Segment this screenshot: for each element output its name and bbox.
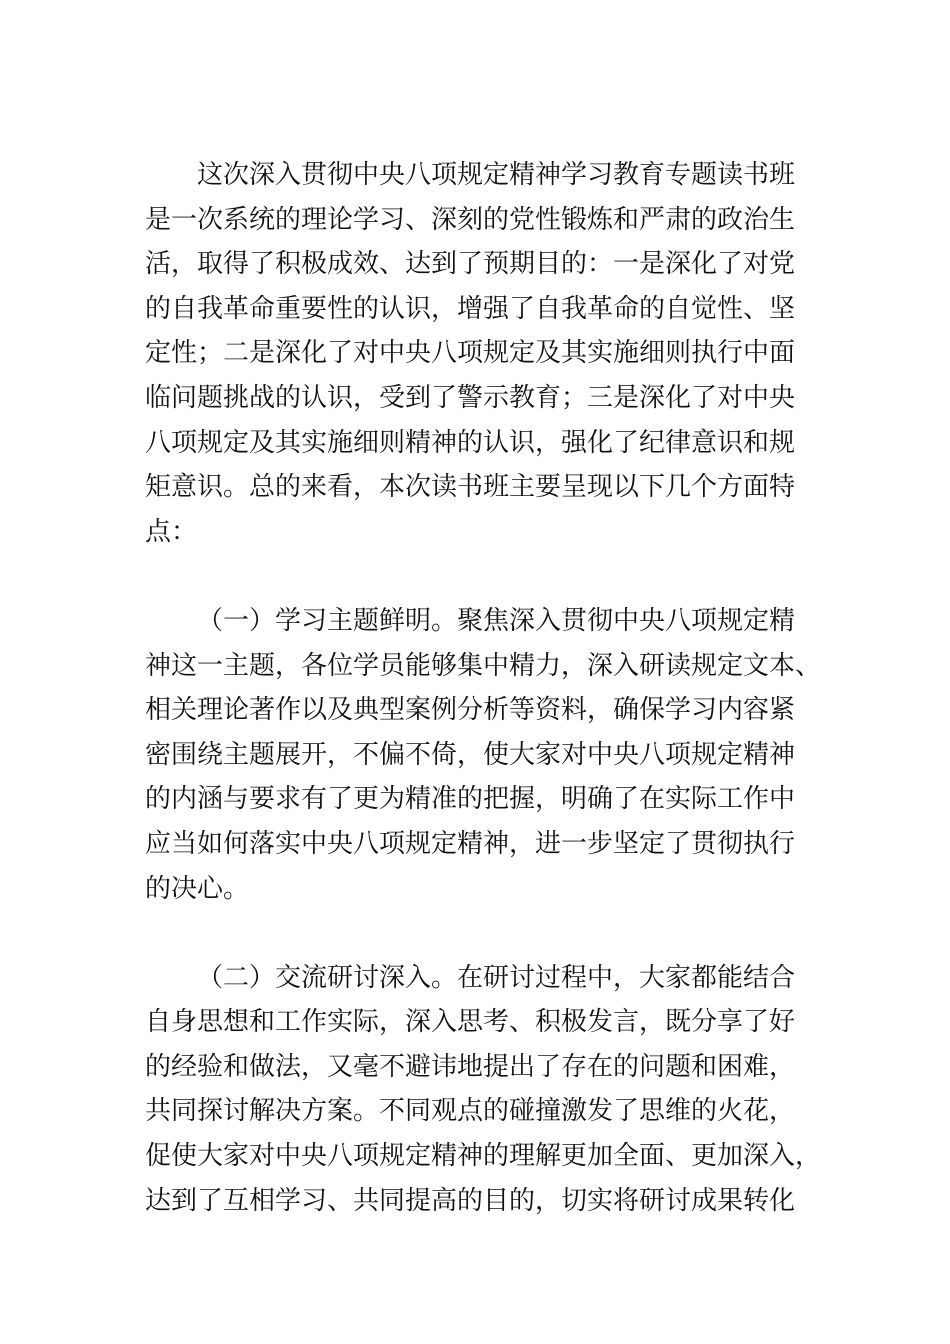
- text-line: 相关理论著作以及典型案例分析等资料，确保学习内容紧: [145, 695, 796, 726]
- text-line: 的自我革命重要性的认识，增强了自我革命的自觉性、坚: [145, 293, 796, 324]
- paragraph-gap: [145, 554, 805, 599]
- text-line: 共同探讨解决方案。不同观点的碰撞激发了思维的火花，: [145, 1096, 796, 1127]
- text-line: 达到了互相学习、共同提高的目的，切实将研讨成果转化: [145, 1185, 796, 1216]
- text-line: （二）交流研讨深入。在研讨过程中，大家都能结合: [197, 962, 796, 993]
- text-line: 这次深入贯彻中央八项规定精神学习教育专题读书班: [197, 160, 796, 190]
- text-line: 矩意识。总的来看，本次读书班主要呈现以下几个方面特: [145, 472, 796, 503]
- text-line: 活，取得了积极成效、达到了预期目的：一是深化了对党: [145, 249, 796, 280]
- text-line: 自身思想和工作实际，深入思考、积极发言，既分享了好: [145, 1007, 796, 1038]
- paragraph-intro: [145, 153, 805, 554]
- text-line: 的决心。: [145, 873, 250, 904]
- text-line: 八项规定及其实施细则精神的认识，强化了纪律意识和规: [145, 427, 796, 458]
- paragraph-section-one: [145, 599, 822, 911]
- text-line: 促使大家对中央八项规定精神的理解更加全面、更加深入，: [145, 1141, 822, 1172]
- text-line: 的内涵与要求有了更为精准的把握，明确了在实际工作中: [145, 784, 796, 815]
- text-line: 神这一主题，各位学员能够集中精力，深入研读规定文本、: [145, 650, 822, 681]
- paragraph-section-two: [145, 956, 822, 1224]
- text-line: 的经验和做法，又毫不避讳地提出了存在的问题和困难，: [145, 1051, 796, 1082]
- text-line: 定性；二是深化了对中央八项规定及其实施细则执行中面: [145, 338, 796, 369]
- document-body: [145, 153, 822, 1223]
- text-line: 是一次系统的理论学习、深刻的党性锻炼和严肃的政治生: [145, 204, 796, 235]
- text-line: 点：: [145, 516, 198, 547]
- text-line: 临问题挑战的认识，受到了警示教育；三是深化了对中央: [145, 382, 796, 413]
- text-line: （一）学习主题鲜明。聚焦深入贯彻中央八项规定精: [197, 605, 796, 636]
- text-line: 密围绕主题展开，不偏不倚，使大家对中央八项规定精神: [145, 739, 796, 770]
- paragraph-gap: [145, 911, 805, 956]
- text-line: 应当如何落实中央八项规定精神，进一步坚定了贯彻执行: [145, 828, 796, 859]
